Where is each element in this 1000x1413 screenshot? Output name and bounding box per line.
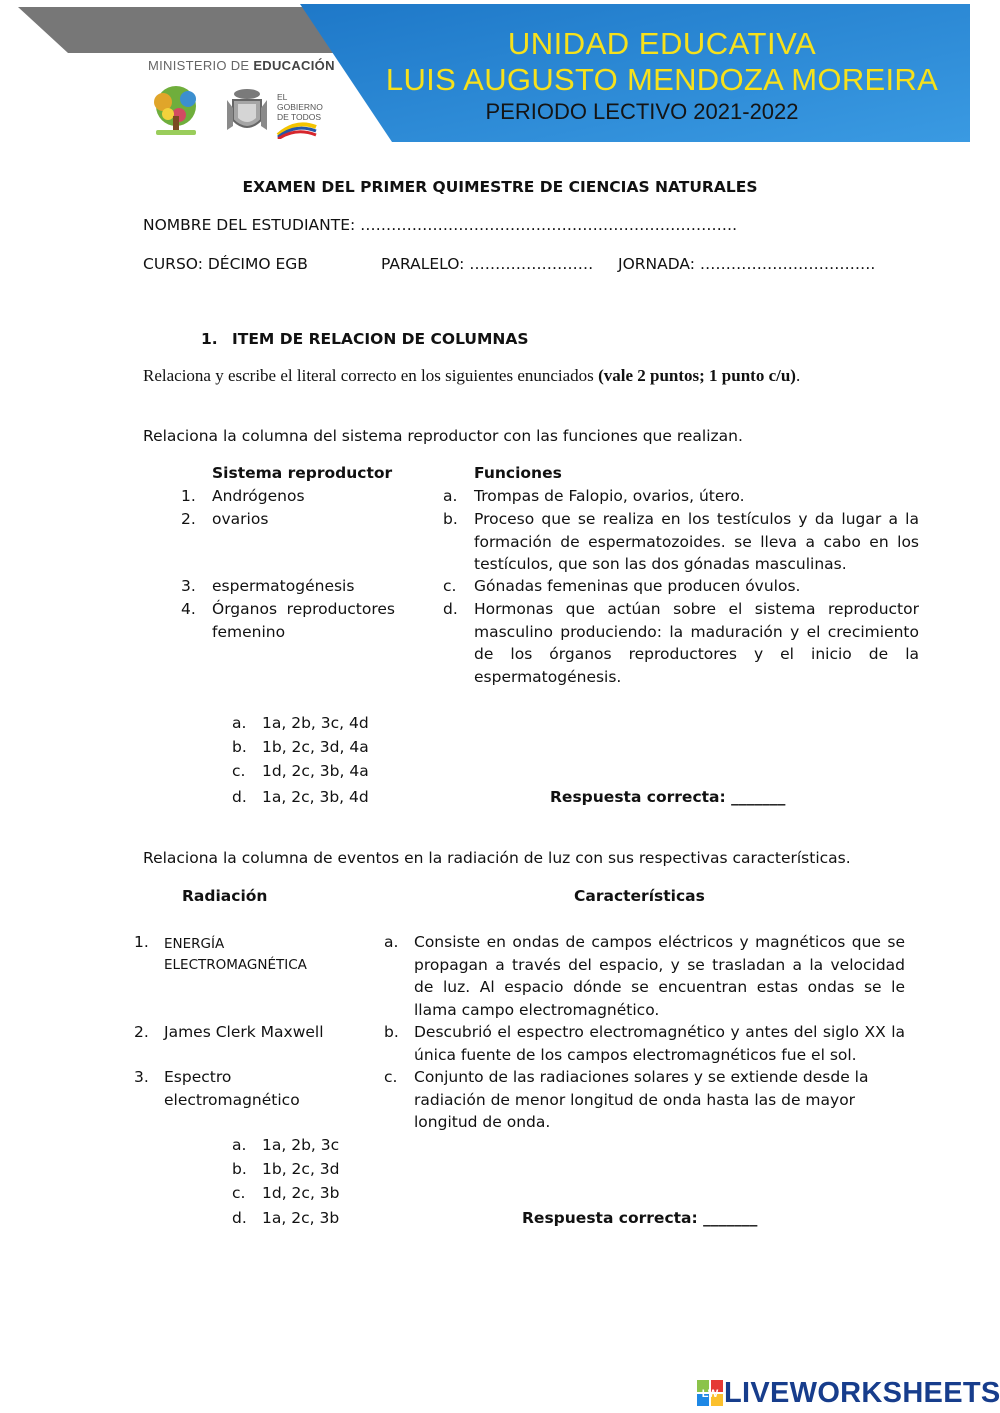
q2-option-letter[interactable]: c. [232,1184,246,1202]
q1-prompt: Relaciona la columna del sistema reproductor con las funciones que realizan. [143,427,743,445]
q2-left-item: James Clerk Maxwell [164,1023,324,1041]
q2-option[interactable]: 1a, 2c, 3b [262,1209,340,1227]
q1-right-item: Hormonas que actúan sobre el sistema reproductor masculino produciendo: la maduración y el crecimiento de los órganos reproductores y el inicio de la espermatogénesis. [474,600,919,686]
ecuador-coat-of-arms-icon [224,86,270,138]
q1-left-num: 2. [181,510,196,528]
q1-option-letter[interactable]: c. [232,762,246,780]
shift-field[interactable]: JORNADA: ……………………………. [618,255,876,273]
q1-left-num: 4. [181,600,196,618]
q1-option[interactable]: 1a, 2b, 3c, 4d [262,714,369,732]
q1-option[interactable]: 1d, 2c, 3b, 4a [262,762,369,780]
q1-left-item: Órganos reproductores femenino [212,600,395,641]
q1-right-letter: d. [443,600,458,618]
q1-left-item: espermatogénesis [212,577,355,595]
q2-option[interactable]: 1d, 2c, 3b [262,1184,340,1202]
instruction: Relaciona y escribe el literal correcto en los siguientes enunciados (vale 2 puntos; 1 punto c/u). [143,366,801,385]
government-flag-swoosh-icon [276,121,318,139]
liveworksheets-logo-icon [697,1380,723,1406]
q1-right-item: Proceso que se realiza en los testículos y da lugar a la formación de espermatozoides. se lleva a cabo en los testículos, que son las dos gónadas masculinas. [474,510,919,573]
q2-left-header: Radiación [182,887,268,905]
q2-option-letter[interactable]: b. [232,1160,247,1178]
q2-right-item: Consiste en ondas de campos eléctricos y magnéticos que se propagan a través del espacio, y se trasladan a la velocidad de luz. Al espacio dónde se encuentran estas ondas se le llama campo electromagnético. [414,933,905,1019]
q1-left-item: Andrógenos [212,487,305,505]
q2-option-letter[interactable]: d. [232,1209,247,1227]
q2-right-header: Características [574,887,705,905]
q1-left-header: Sistema reproductor [212,464,393,482]
q1-right-letter: b. [443,510,458,528]
q1-option-letter[interactable]: d. [232,788,247,806]
q2-option[interactable]: 1b, 2c, 3d [262,1160,340,1178]
school-period: PERIODO LECTIVO 2021-2022 [485,99,799,124]
q2-right-letter: a. [384,933,399,951]
q2-left-item: Espectro electromagnético [164,1068,300,1109]
q2-left-num: 2. [134,1023,149,1041]
q2-left-item: ENERGÍA ELECTROMAGNÉTICA [164,936,307,973]
q1-answer-blank[interactable]: Respuesta correcta: _______ [550,788,786,806]
q2-option-letter[interactable]: a. [232,1136,247,1154]
q1-left-num: 1. [181,487,196,505]
q1-right-header: Funciones [474,464,562,482]
q2-option[interactable]: 1a, 2b, 3c [262,1136,340,1154]
q1-left-item: ovarios [212,510,269,528]
q2-answer-blank[interactable]: Respuesta correcta: _______ [522,1209,758,1227]
q2-left-num: 1. [134,933,149,951]
course-label: CURSO: DÉCIMO EGB [143,255,308,273]
q1-right-letter: a. [443,487,458,505]
q2-right-letter: b. [384,1023,399,1041]
section-number: 1. [201,330,218,348]
q1-right-letter: c. [443,577,457,595]
tree-logo-icon [146,84,206,138]
svg-text:LW: LW [701,1388,719,1400]
q2-prompt: Relaciona la columna de eventos en la radiación de luz con sus respectivas características. [143,849,851,867]
student-name-field[interactable]: NOMBRE DEL ESTUDIANTE: ………………………………………………………………. [143,216,738,234]
q1-left-num: 3. [181,577,196,595]
school-name-line-1: UNIDAD EDUCATIVA [507,26,817,61]
q2-left-num: 3. [134,1068,149,1086]
q2-right-item: Descubrió el espectro electromagnético y antes del siglo XX la única fuente de los campos electromagnéticos fue el sol. [414,1023,905,1064]
liveworksheets-brand: LIVEWORKSHEETS [724,1377,1000,1409]
parallel-field[interactable]: PARALELO: …………………… [381,255,594,273]
government-logo-label: EL GOBIERNO DE TODOS [277,92,323,122]
q1-option-letter[interactable]: a. [232,714,247,732]
q1-right-item: Trompas de Falopio, ovarios, útero. [474,487,745,505]
q2-right-letter: c. [384,1068,398,1086]
school-name-line-2: LUIS AUGUSTO MENDOZA MOREIRA [385,62,939,97]
q1-option-letter[interactable]: b. [232,738,247,756]
q2-right-item: Conjunto de las radiaciones solares y se extiende desde la radiación de menor longitud de onda hasta las de mayor longitud de onda. [414,1068,869,1131]
q1-right-item: Gónadas femeninas que producen óvulos. [474,577,801,595]
section-title: ITEM DE RELACION DE COLUMNAS [232,330,529,348]
q1-option[interactable]: 1a, 2c, 3b, 4d [262,788,369,806]
q1-option[interactable]: 1b, 2c, 3d, 4a [262,738,369,756]
exam-title: EXAMEN DEL PRIMER QUIMESTRE DE CIENCIAS NATURALES [242,178,758,196]
ministry-label: MINISTERIO DE EDUCACIÓN [148,58,335,73]
